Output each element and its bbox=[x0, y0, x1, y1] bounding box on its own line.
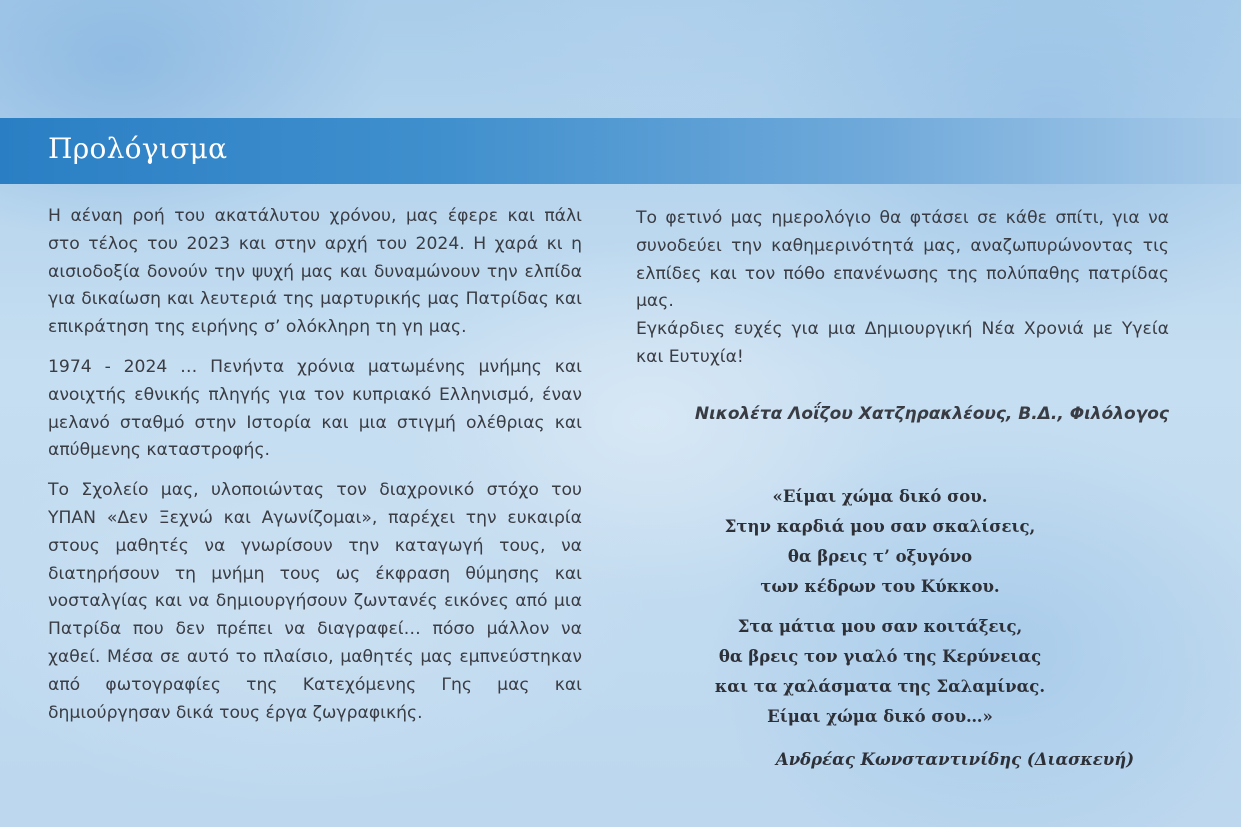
poem-line: των κέδρων του Κύκκου. bbox=[760, 577, 1000, 596]
author-signature: Νικολέτα Λοΐζου Χατζηρακλέους, Β.Δ., Φιλόλογος bbox=[694, 404, 1169, 424]
poem-line: Στην καρδιά μου σαν σκαλίσεις, bbox=[724, 517, 1036, 536]
poem-stanza-2 bbox=[660, 612, 1100, 732]
anniversary-paragraph: 1974 - 2024 … Πενήντα χρόνια ματωμένης μνήμης και ανοιχτής εθνικής πληγής για τον κυπριακό Ελληνισμό, έναν μελανό σταθμό στην Ιστορία και μια στιγμή ολέθριας και απύθμενης καταστροφής. bbox=[48, 356, 582, 461]
calendar-paragraph: Το φετινό μας ημερολόγιο θα φτάσει σε κάθε σπίτι, για να συνοδεύει την καθημερινότητά μας, αναζωπυρώνοντας τις ελπίδες και τον πόθο επανένωσης της πολύπαθης πατρίδας μας. bbox=[636, 208, 1169, 312]
page-title: Προλόγισμα bbox=[48, 132, 228, 165]
poem-stanza-1 bbox=[660, 482, 1100, 602]
right-column bbox=[636, 205, 1169, 372]
title-band bbox=[0, 118, 1241, 184]
poem bbox=[660, 482, 1100, 742]
poem-line: θα βρεις τον γιαλό της Κερύνειας bbox=[718, 647, 1042, 666]
intro-paragraph: Η αέναη ροή του ακατάλυτου χρόνου, μας έφερε και πάλι στο τέλος του 2023 και στην αρχή του 2024. Η χαρά κι η αισιοδοξία δονούν την ψυχή μας και δυναμώνουν την ελπίδα για δικαίωση και λευτεριά της μαρτυρικής μας Πατρίδας και επικράτηση της ειρήνης σ’ ολόκληρη τη γη μας. bbox=[48, 206, 582, 338]
left-column bbox=[48, 203, 582, 739]
poem-line: «Είμαι χώμα δικό σου. bbox=[772, 487, 988, 506]
poem-author: Ανδρέας Κωνσταντινίδης (Διασκευή) bbox=[775, 750, 1134, 769]
poem-line: Είμαι χώμα δικό σου…» bbox=[767, 707, 993, 726]
wishes-paragraph: Εγκάρδιες ευχές για μια Δημιουργική Νέα Χρονιά με Υγεία και Ευτυχία! bbox=[636, 319, 1169, 367]
poem-line: Στα μάτια μου σαν κοιτάξεις, bbox=[737, 617, 1023, 636]
school-paragraph: Το Σχολείο μας, υλοποιώντας τον διαχρονικό στόχο του ΥΠΑΝ «Δεν Ξεχνώ και Αγωνίζομαι», παρέχει την ευκαιρία στους μαθητές να γνωρίσουν την καταγωγή τους, να διατηρήσουν τη μνήμη τους ως έκφραση θύμησης και νοσταλγίας και να δημιουργήσουν ζωντανές εικόνες από μια Πατρίδα που δεν πρέπει να διαγραφεί… πόσο μάλλον να χαθεί. Μέσα σε αυτό το πλαίσιο, μαθητές μας εμπνεύστηκαν από φωτογραφίες της Κατεχόμενης Γης μας και δημιούργησαν δικά τους έργα ζωγραφικής. bbox=[48, 480, 582, 723]
poem-line: θα βρεις τ’ οξυγόνο bbox=[787, 547, 973, 566]
poem-line: και τα χαλάσματα της Σαλαμίνας. bbox=[714, 677, 1046, 696]
